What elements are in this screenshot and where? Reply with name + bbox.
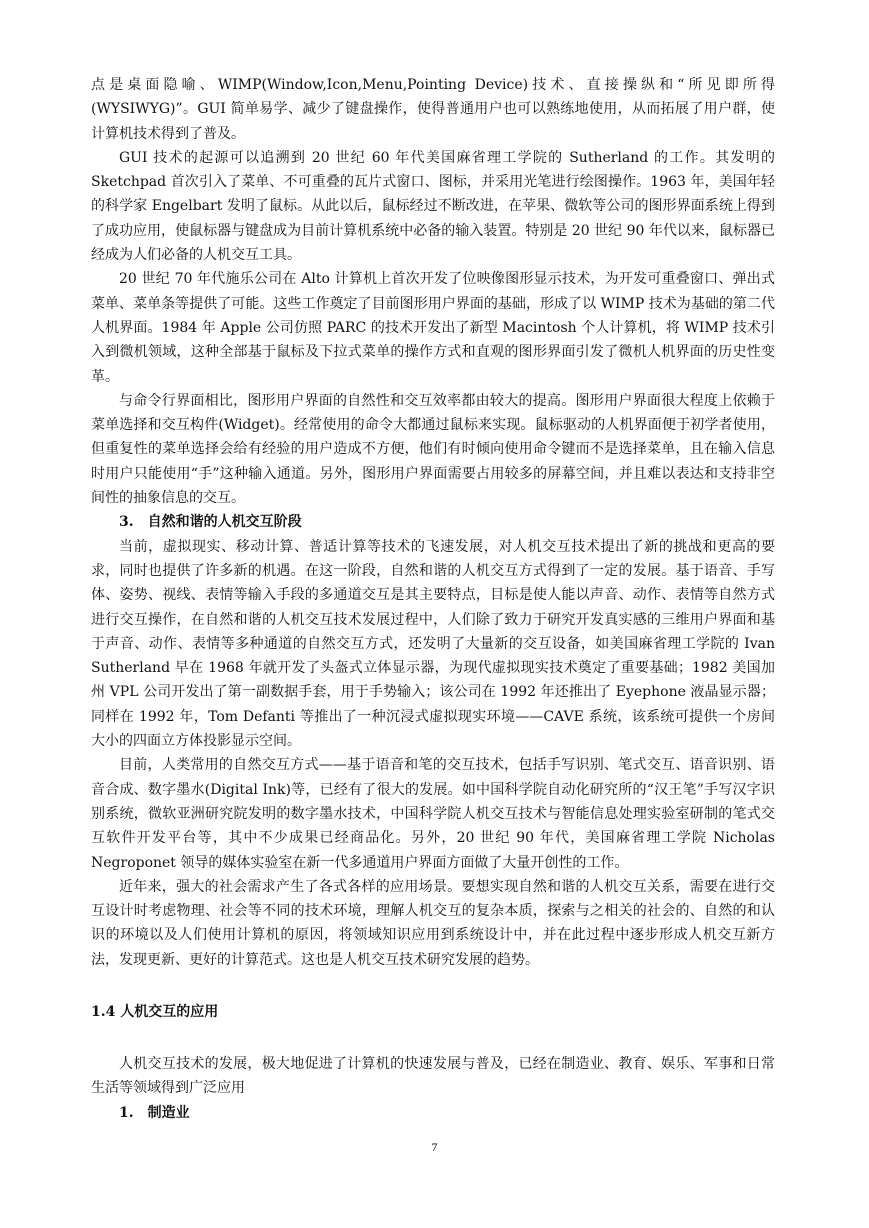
paragraph: 目前，人类常用的自然交互方式——基于语音和笔的交互技术，包括手写识别、笔式交互、语音识别、语音合成、数字墨水(Digital Ink)等，已经有了很大的发展。如中国科学院自动化研究所的“汉王笔”手写汉字识别系统，微软亚洲研究院发明的数字墨水技术，中国科学院人机交互技术与智能信息处理实验室研制的笔式交互软件开发平台等，其中不少成果已经商品化。另外，20 世纪 90 年代，美国麻省理工学院 Nicholas Negroponet 领导的媒体实验室在新一代多通道用户界面方面做了大量开创性的工作。 [91,757,775,871]
paragraph: GUI 技术的起源可以追溯到 20 世纪 60 年代美国麻省理工学院的 Sutherland 的工作。其发明的 Sketchpad 首次引入了菜单、不可重叠的瓦片式窗口、图标，并采用光笔进行绘图操作。1963 年，美国年轻的科学家 Engelbart 发明了鼠标。从此以后，鼠标经过不断改进，在苹果、微软等公司的图形界面系统上得到了成功应用，使鼠标器与键盘成为目前计算机系统中必备的输入装置。特别是 20 世纪 90 年代以来，鼠标器已经成为人们必备的人机交互工具。 [91,149,775,264]
section-heading: 1.4 人机交互的应用 [91,1003,219,1020]
page-number: 7 [431,1140,438,1154]
paragraph: 人机交互技术的发展，极大地促进了计算机的快速发展与普及，已经在制造业、教育、娱乐、军事和日常生活等领域得到广泛应用 [91,1055,775,1097]
spacer [91,1024,775,1052]
document-page [91,73,775,1125]
subsection-title: 1. 制造业 [119,1104,190,1121]
paragraph: 20 世纪 70 年代施乐公司在 Alto 计算机上首次开发了位映像图形显示技术，为开发可重叠窗口、弹出式菜单、菜单条等提供了可能。这些工作奠定了目前图形用户界面的基础，形成了以 WIMP 技术为基础的第二代人机界面。1984 年 Apple 公司仿照 PARC 的技术开发出了新型 Macintosh 个人计算机，将 WIMP 技术引入到微机领域，这种全部基于鼠标及下拉式菜单的操作方式和直观的图形界面引发了微机人机界面的历史性变革。 [91,271,775,385]
paragraph: 点是桌面隐喻、WIMP(Window,Icon,Menu,Pointing Device)技术、直接操纵和“所见即所得(WYSIWYG)”。GUI 简单易学、减少了键盘操作，使得普通用户也可以熟练地使用，从而拓展了用户群，使计算机技术得到了普及。 [91,77,775,142]
paragraph: 当前，虚拟现实、移动计算、普适计算等技术的飞速发展，对人机交互技术提出了新的挑战和更高的要求，同时也提供了许多新的机遇。在这一阶段，自然和谐的人机交互方式得到了一定的发展。基于语音、手写体、姿势、视线、表情等输入手段的多通道交互是其主要特点，目标是使人能以声音、动作、表情等自然方式进行交互操作，在自然和谐的人机交互技术发展过程中，人们除了致力于研究开发真实感的三维用户界面和基于声音、动作、表情等多种通道的自然交互方式，还发明了大量新的交互设备，如美国麻省理工学院的 Ivan Sutherland 早在 1968 年就开发了头盔式立体显示器，为现代虚拟现实技术奠定了重要基础；1982 美国加州 VPL 公司开发出了第一副数据手套，用于手势输入；该公司在 1992 年还推出了 Eyephone 液晶显示器；同样在 1992 年，Tom Defanti 等推出了一种沉浸式虚拟现实环境——CAVE 系统，该系统可提供一个房间大小的四面立方体投影显示空间。 [91,538,775,750]
paragraph: 与命令行界面相比，图形用户界面的自然性和交互效率都由较大的提高。图形用户界面很大程度上依赖于菜单选择和交互构件(Widget)。经常使用的命令大都通过鼠标来实现。鼠标驱动的人机界面便于初学者使用，但重复性的菜单选择会给有经验的用户造成不方便，他们有时倾向使用命令键而不是选择菜单，且在输入信息时用户只能使用“手”这种输入通道。另外，图形用户界面需要占用较多的屏幕空间，并且难以表达和支持非空间性的抽象信息的交互。 [91,392,775,507]
section-title: 3. 自然和谐的人机交互阶段 [119,514,302,531]
paragraph: 近年来，强大的社会需求产生了各式各样的应用场景。要想实现自然和谐的人机交互关系，需要在进行交互设计时考虑物理、社会等不同的技术环境，理解人机交互的复杂本质，探索与之相关的社会的、自然的和认识的环境以及人们使用计算机的原因，将领域知识应用到系统设计中，并在此过程中逐步形成人机交互新方法，发现更新、更好的计算范式。这也是人机交互技术研究发展的趋势。 [91,878,775,968]
spacer [91,972,775,1000]
